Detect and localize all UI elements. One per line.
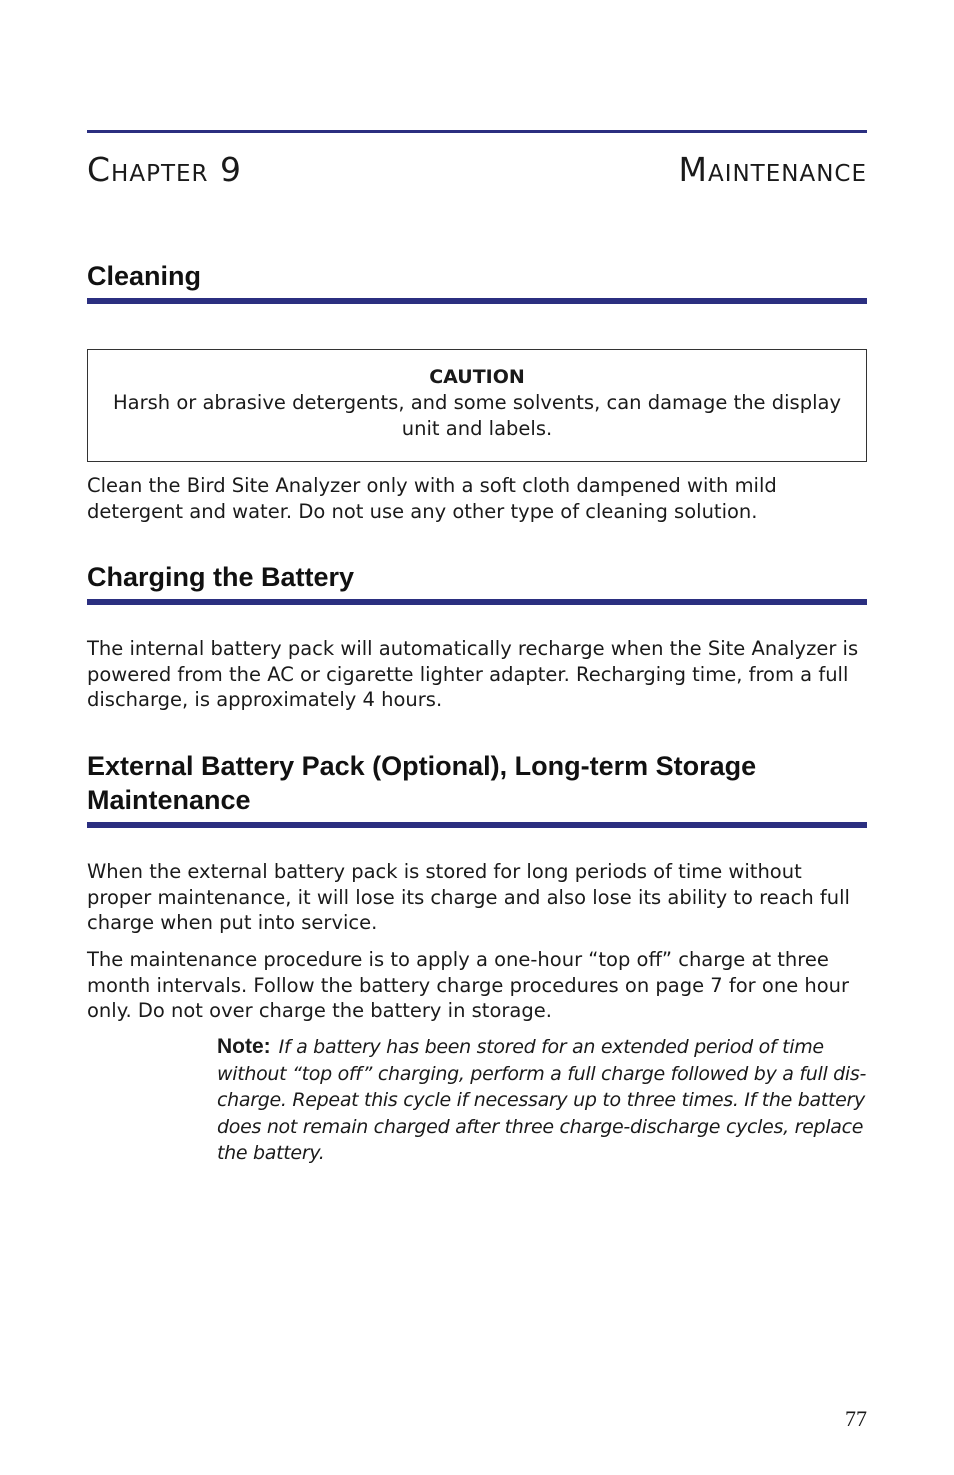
section-rule-external <box>87 822 867 828</box>
caution-box <box>87 349 867 462</box>
charging-paragraph: The internal battery pack will automatically recharge when the Site Analyzer is powered from the AC or cigarette lighter adapter. Recharging time, from a full discharge, is approximately 4 hours. <box>87 637 859 711</box>
header-rule <box>87 130 867 133</box>
note-label: Note: <box>217 1035 271 1058</box>
section-rule-charging <box>87 599 867 605</box>
page-number: 77 <box>845 1406 867 1431</box>
note-block <box>217 1034 869 1167</box>
section-heading-external-line1: External Battery Pack (Optional), Long-term Storage <box>87 751 757 781</box>
chapter-label: Chapter 9 <box>87 150 242 189</box>
external-paragraph-1: When the external battery pack is stored for long periods of time without proper maintenance, it will lose its charge and also lose its ability to reach full charge when put into service. <box>87 860 850 934</box>
section-heading-cleaning: Cleaning <box>87 261 202 291</box>
chapter-title: Maintenance <box>678 150 867 189</box>
caution-title: CAUTION <box>429 366 525 388</box>
external-paragraph-2: The maintenance procedure is to apply a one-hour “top off” charge at three month intervals. Follow the battery charge procedures on page 7 for one hour only. Do not over charge the battery in storage. <box>87 948 850 1022</box>
chapter-header <box>87 150 867 194</box>
section-rule-cleaning <box>87 298 867 304</box>
section-heading-external <box>87 749 867 817</box>
note-text: If a battery has been stored for an extended period of time without “top off” charging, perform a full charge followed by a full dis-charge. Repeat this cycle if necessary up to three times. If the battery does not remain charged after three charge-discharge cycles, replace the battery. <box>217 1036 867 1164</box>
section-heading-charging: Charging the Battery <box>87 562 355 592</box>
document-page <box>87 0 867 1475</box>
section-heading-external-line2: Maintenance <box>87 785 251 815</box>
cleaning-paragraph: Clean the Bird Site Analyzer only with a soft cloth dampened with mild detergent and water. Do not use any other type of cleaning solution. <box>87 474 777 523</box>
caution-text: Harsh or abrasive detergents, and some solvents, can damage the display unit and labels. <box>112 391 841 440</box>
